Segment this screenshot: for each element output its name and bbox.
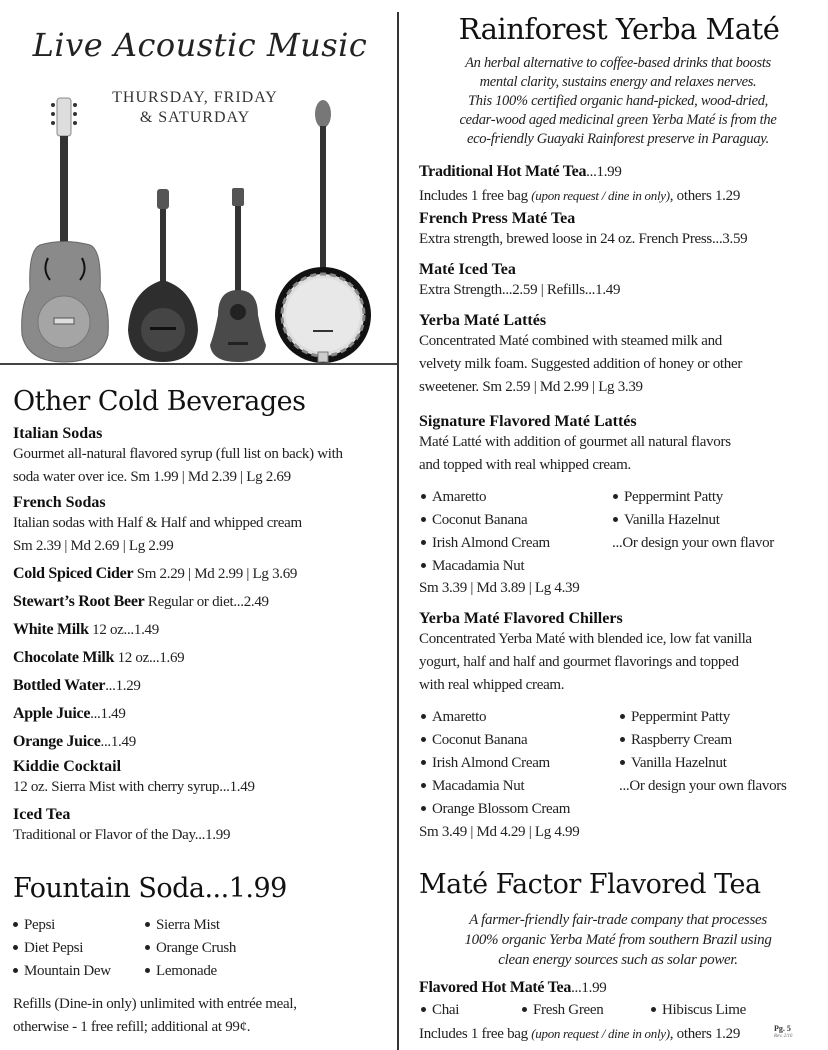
intro-line: cedar-wood aged medicinal green Yerba Maté is from the — [459, 112, 777, 128]
bullet-icon — [421, 563, 426, 568]
flavor-option: Amaretto — [421, 486, 486, 509]
days-line-1: THURSDAY, FRIDAY — [112, 89, 278, 106]
item-desc: Traditional or Flavor of the Day...1.99 — [13, 827, 231, 843]
item-price: ...1.99 — [571, 980, 607, 996]
menu-item-root-beer — [13, 590, 269, 614]
item-price: 12 oz...1.69 — [114, 650, 185, 666]
item-name: French Sodas — [13, 494, 106, 511]
rainforest-title: Rainforest Yerba Maté — [458, 12, 780, 46]
bullet-icon — [421, 737, 426, 742]
rainforest-intro — [410, 54, 826, 149]
item-name: Orange Juice — [13, 733, 101, 750]
item-price: ...1.99 — [586, 164, 622, 180]
flavor-option: Vanilla Hazelnut — [620, 752, 727, 775]
item-name: Signature Flavored Maté Lattés — [419, 413, 637, 430]
menu-item-mate-lattes — [419, 312, 824, 399]
item-name: Flavored Hot Maté Tea — [419, 979, 572, 996]
live-music-title: Live Acoustic Music — [32, 26, 368, 64]
bullet-icon — [421, 540, 426, 545]
tea-flavor: Hibiscus Lime — [651, 999, 746, 1022]
bullet-icon — [620, 714, 625, 719]
flavor-option: Peppermint Patty — [613, 486, 723, 509]
item-name: Apple Juice — [13, 705, 91, 722]
item-name: Cold Spiced Cider — [13, 565, 134, 582]
item-desc: soda water over ice. Sm 1.99 | Md 2.39 | Lg 2.69 — [13, 469, 291, 485]
item-price: ...1.49 — [100, 734, 136, 750]
intro-line: mental clarity, sustains energy and relaxes nerves. — [479, 74, 757, 90]
bullet-icon — [620, 760, 625, 765]
resonator-guitar-icon — [22, 98, 109, 362]
soda-flavor: Orange Crush — [145, 937, 236, 960]
item-name: Stewart’s Root Beer — [13, 593, 145, 610]
bullet-icon — [651, 1007, 656, 1012]
item-name: Italian Sodas — [13, 425, 103, 442]
item-desc: Italian sodas with Half & Half and whipped cream — [13, 515, 302, 531]
bullet-icon — [421, 806, 426, 811]
custom-flavor-note: ...Or design your own flavor — [612, 535, 774, 551]
bullet-icon — [613, 517, 618, 522]
menu-item-bottled-water — [13, 674, 141, 698]
flavor-option: Peppermint Patty — [620, 706, 730, 729]
menu-item-iced-tea — [13, 806, 393, 847]
menu-item-flavored-chillers — [419, 610, 824, 697]
item-name: Yerba Maté Flavored Chillers — [419, 610, 623, 627]
menu-item-orange-juice — [13, 730, 136, 754]
flavor-option: Coconut Banana — [421, 729, 527, 752]
refill-note-line: Refills (Dine-in only) unlimited with entrée meal, — [13, 996, 297, 1012]
flavor-option: Irish Almond Cream — [421, 752, 550, 775]
item-desc: velvety milk foam. Suggested addition of honey or other — [419, 356, 743, 372]
flavor-option: Coconut Banana — [421, 509, 527, 532]
custom-flavor-note: ...Or design your own flavors — [619, 778, 787, 794]
flavor-option: Irish Almond Cream — [421, 532, 550, 555]
item-desc: Gourmet all-natural flavored syrup (full list on back) with — [13, 446, 343, 462]
page-number: Pg. 5 — [774, 1024, 791, 1033]
item-name: Yerba Maté Lattés — [419, 312, 547, 329]
flavor-option: Vanilla Hazelnut — [613, 509, 720, 532]
menu-item-cold-spiced-cider — [13, 562, 297, 586]
column-divider — [397, 12, 399, 1050]
bullet-icon — [145, 945, 150, 950]
fountain-title: Fountain Soda...1.99 — [13, 873, 287, 904]
flavor-option: Orange Blossom Cream — [421, 798, 570, 821]
bullet-icon — [421, 714, 426, 719]
refill-note-line: otherwise - 1 free refill; additional at 99¢. — [13, 1019, 251, 1035]
bullet-icon — [13, 945, 18, 950]
bullet-icon — [421, 1007, 426, 1012]
tea-flavor: Fresh Green — [522, 999, 603, 1022]
soda-flavor: Pepsi — [13, 914, 55, 937]
item-name: Traditional Hot Maté Tea — [419, 163, 587, 180]
bullet-icon — [421, 783, 426, 788]
menu-item-chocolate-milk — [13, 646, 184, 670]
bullet-icon — [421, 494, 426, 499]
mandolin-icon — [128, 189, 198, 362]
intro-line: eco-friendly Guayaki Rainforest preserve in Paraguay. — [467, 131, 769, 147]
free-bag-note: Includes 1 free bag (upon request / dine in only), others 1.29 — [419, 1026, 741, 1042]
item-price: Regular or diet...2.49 — [144, 594, 269, 610]
item-desc: Extra strength, brewed loose in 24 oz. French Press...3.59 — [419, 231, 748, 247]
soda-flavor: Mountain Dew — [13, 960, 111, 983]
mate-factor-title: Maté Factor Flavored Tea — [419, 869, 761, 900]
item-price: Sm 2.29 | Md 2.99 | Lg 3.69 — [133, 566, 298, 582]
mate-factor-intro — [410, 910, 826, 970]
menu-item-french-sodas — [13, 494, 393, 558]
flavor-option: Macadamia Nut — [421, 775, 524, 798]
menu-item-apple-juice — [13, 702, 126, 726]
menu-item-flavored-hot-mate — [419, 976, 606, 1000]
intro-line: clean energy sources such as solar power. — [498, 952, 738, 968]
item-desc: sweetener. Sm 2.59 | Md 2.99 | Lg 3.39 — [419, 379, 643, 395]
flavor-option: Macadamia Nut — [421, 555, 524, 578]
item-desc: yogurt, half and half and gourmet flavorings and topped — [419, 654, 739, 670]
bullet-icon — [145, 968, 150, 973]
item-name: Maté Iced Tea — [419, 261, 516, 278]
bullet-icon — [13, 922, 18, 927]
item-price: 12 oz...1.49 — [88, 622, 159, 638]
menu-item-italian-sodas — [13, 425, 393, 489]
ukulele-icon — [210, 188, 266, 362]
item-desc: with real whipped cream. — [419, 677, 565, 693]
item-name: Bottled Water — [13, 677, 106, 694]
bullet-icon — [13, 968, 18, 973]
item-desc: Concentrated Maté combined with steamed milk and — [419, 333, 723, 349]
refill-note — [13, 993, 393, 1039]
soda-flavor: Sierra Mist — [145, 914, 220, 937]
bullet-icon — [620, 737, 625, 742]
days-line-2: & SATURDAY — [139, 109, 251, 126]
intro-line: A farmer-friendly fair-trade company that processes — [469, 912, 767, 928]
item-name: Iced Tea — [13, 806, 71, 823]
intro-line: An herbal alternative to coffee-based drinks that boosts — [465, 55, 771, 71]
item-desc: and topped with real whipped cream. — [419, 457, 631, 473]
item-name: Chocolate Milk — [13, 649, 115, 666]
item-desc: 12 oz. Sierra Mist with cherry syrup...1.49 — [13, 779, 255, 795]
bullet-icon — [421, 760, 426, 765]
item-price: ...1.49 — [90, 706, 126, 722]
menu-item-signature-lattes — [419, 413, 824, 477]
item-desc: Concentrated Yerba Maté with blended ice, low fat vanilla — [419, 631, 752, 647]
tea-flavor: Chai — [421, 999, 459, 1022]
soda-flavor: Lemonade — [145, 960, 217, 983]
soda-flavor: Diet Pepsi — [13, 937, 83, 960]
item-desc: Includes 1 free bag (upon request / dine in only), others 1.29 — [419, 188, 741, 204]
bullet-icon — [613, 494, 618, 499]
bullet-icon — [522, 1007, 527, 1012]
intro-line: 100% organic Yerba Maté from southern Brazil using — [464, 932, 772, 948]
menu-item-traditional-hot-mate — [419, 160, 824, 208]
item-name: Kiddie Cocktail — [13, 758, 122, 775]
chillers-prices: Sm 3.49 | Md 4.29 | Lg 4.99 — [419, 824, 580, 840]
item-desc: Sm 2.39 | Md 2.69 | Lg 2.99 — [13, 538, 174, 554]
menu-item-mate-iced-tea — [419, 261, 824, 302]
item-price: ...1.29 — [105, 678, 141, 694]
banjo-icon — [275, 100, 371, 363]
menu-item-french-press — [419, 210, 824, 251]
flavor-option: Raspberry Cream — [620, 729, 732, 752]
instruments-illustration — [10, 90, 390, 365]
item-name: White Milk — [13, 621, 89, 638]
signature-prices: Sm 3.39 | Md 3.89 | Lg 4.39 — [419, 580, 580, 596]
revision-date: Rev. 2/16 — [774, 1034, 793, 1039]
intro-line: This 100% certified organic hand-picked, wood-dried, — [468, 93, 768, 109]
bullet-icon — [145, 922, 150, 927]
item-desc: Maté Latté with addition of gourmet all natural flavors — [419, 434, 731, 450]
item-desc: Extra Strength...2.59 | Refills...1.49 — [419, 282, 621, 298]
item-name: French Press Maté Tea — [419, 210, 576, 227]
flavor-option: Amaretto — [421, 706, 486, 729]
bullet-icon — [421, 517, 426, 522]
menu-item-white-milk — [13, 618, 159, 642]
other-cold-title: Other Cold Beverages — [13, 386, 306, 417]
menu-item-kiddie-cocktail — [13, 758, 393, 799]
